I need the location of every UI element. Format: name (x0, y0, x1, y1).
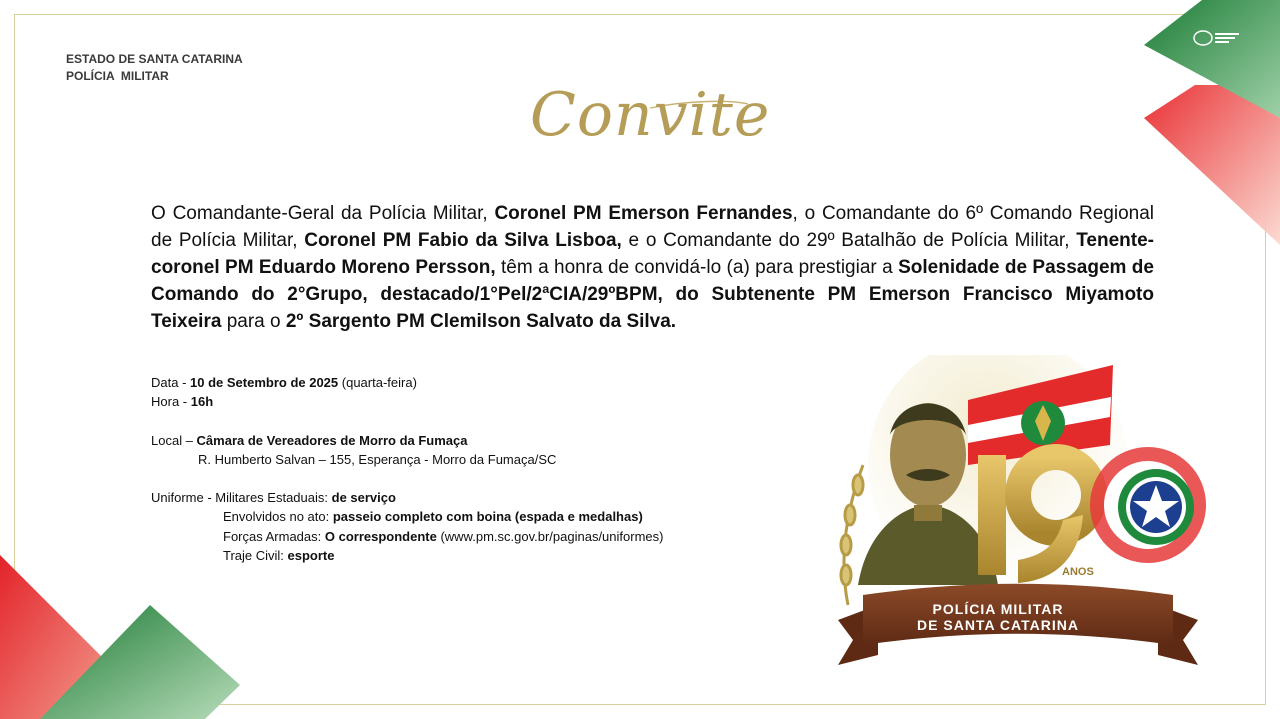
intro-text-4: têm a honra de convidá-lo (a) para prestigiar a (495, 257, 899, 278)
location-row (151, 431, 771, 450)
intro-bold-5: 2º Sargento PM Clemilson Salvato da Silva. (285, 311, 677, 332)
header-block (66, 51, 243, 85)
anos-label: ANOS (1062, 566, 1094, 578)
title-text: Convite (530, 80, 771, 150)
intro-text-2: , o Comandante do 6º Comando Regional de Polícia Militar, (151, 203, 1154, 251)
time-row (151, 392, 771, 411)
communication-center-logo (1193, 28, 1245, 48)
emblem-label-line1: POLÍCIA MILITAR (932, 601, 1064, 617)
intro-bold-3: Tenente-coronel PM Eduardo Moreno Persson, (151, 230, 1154, 278)
date-label: Data - (151, 375, 191, 390)
address-row: R. Humberto Salvan – 155, Esperança - Morro da Fumaça/SC (198, 451, 557, 467)
date-row (151, 373, 771, 392)
civil-attire-row (151, 546, 771, 565)
intro-bold-1: Coronel PM Emerson Fernandes (494, 203, 793, 224)
header-institution: POLÍCIA MILITAR (66, 69, 169, 83)
event-details (151, 373, 771, 565)
intro-text-3: e o Comandante do 29º Batalhão de Polícia Militar, (621, 230, 1077, 251)
intro-text-1: O Comandante-Geral da Polícia Militar, (151, 203, 495, 224)
header-state: ESTADO DE SANTA CATARINA (66, 52, 243, 66)
date-weekday: (quarta-feira) (338, 375, 417, 390)
time-value: 16h (190, 394, 214, 410)
armed-forces-link: (www.pm.sc.gov.br/paginas/uniformes) (436, 528, 664, 544)
civil-attire-value: esporte (287, 547, 335, 563)
decorative-corner-bottom-left (0, 555, 245, 719)
armed-forces-label: Forças Armadas: (223, 528, 325, 544)
invitation-text (151, 200, 1154, 335)
uniform-label: Uniforme - Militares Estaduais: (151, 490, 332, 506)
armed-forces-value: O correspondente (324, 528, 437, 544)
intro-bold-4: Solenidade de Passagem de Comando do 2°Grupo, destacado/1°Pel/2ªCIA/29ºBPM, do Subtenente PM Emerson Francisco Miyamoto Teixeira (151, 257, 1154, 332)
invitation-title (530, 70, 771, 160)
involved-label: Envolvidos no ato: (223, 509, 333, 525)
involved-row (151, 507, 771, 526)
time-label: Hora - (151, 394, 191, 410)
uniform-value: de serviço (331, 490, 396, 506)
intro-text-5: para o (221, 311, 286, 332)
armed-forces-row (151, 527, 771, 546)
intro-bold-2: Coronel PM Fabio da Silva Lisboa, (304, 230, 622, 251)
date-value: 10 de Setembro de 2025 (190, 375, 339, 390)
involved-value: passeio completo com boina (espada e medalhas) (332, 509, 643, 525)
civil-attire-label: Traje Civil: (223, 547, 288, 563)
uniform-row (151, 488, 771, 507)
emblem-label-line2: DE SANTA CATARINA (917, 617, 1079, 633)
location-label: Local – (151, 432, 197, 448)
location-value: Câmara de Vereadores de Morro da Fumaça (196, 432, 468, 448)
